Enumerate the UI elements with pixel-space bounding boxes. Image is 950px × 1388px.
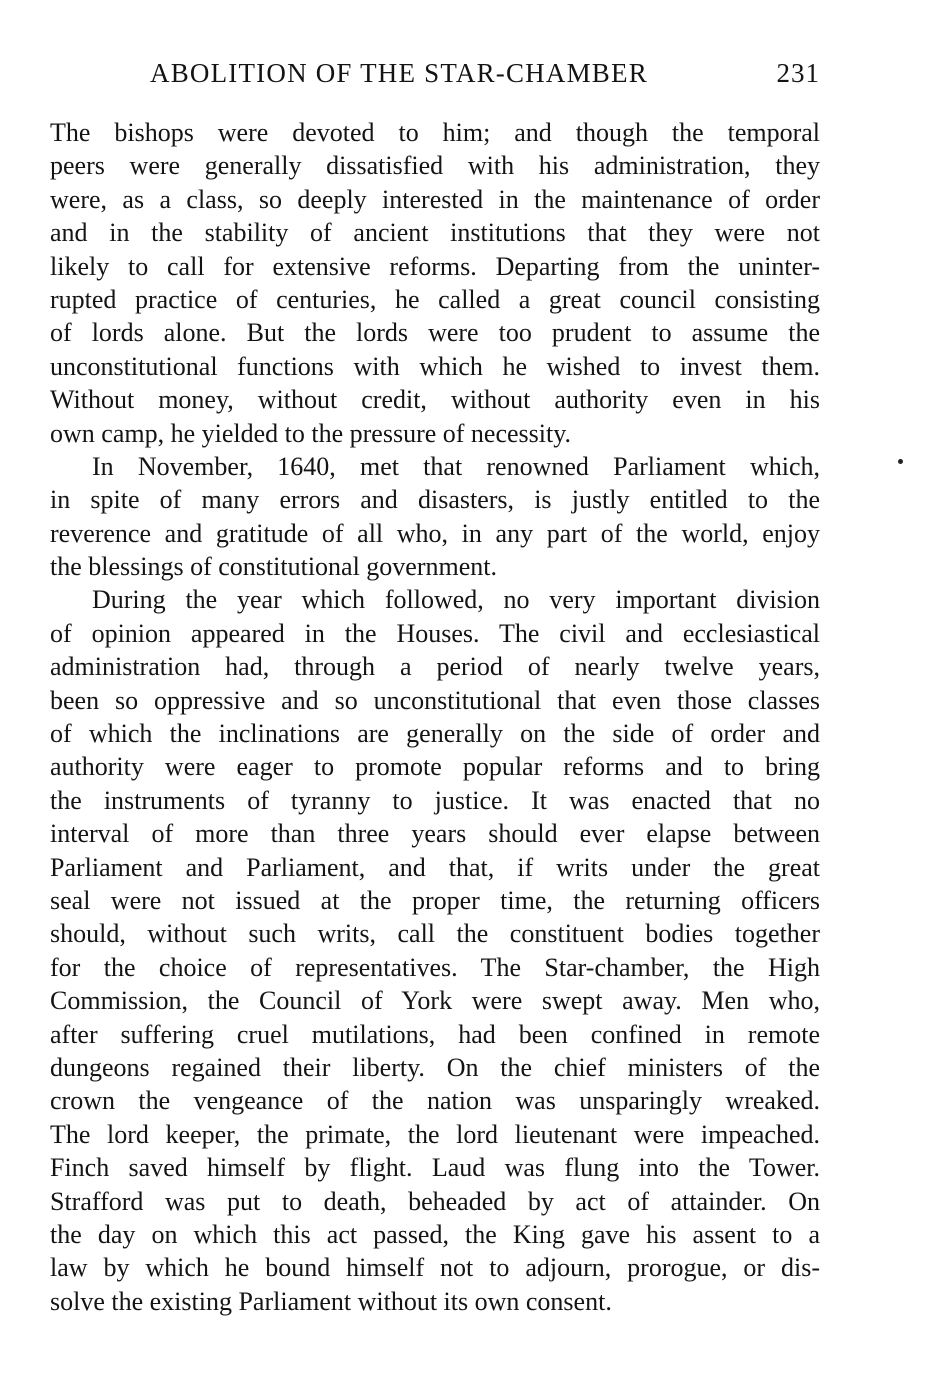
text-line: reverence and gratitude of all who, in any part of the world, enjoy <box>50 518 820 548</box>
text-line: should, without such writs, call the constituent bodies together <box>50 919 820 949</box>
text-line: crown the vengeance of the nation was unsparingly wreaked. <box>50 1086 820 1116</box>
text-line: peers were generally dissatisfied with his administration, they <box>50 151 820 181</box>
text-line: authority were eager to promote popular reforms and to bring <box>50 752 820 782</box>
text-line: of lords alone. But the lords were too prudent to assume the <box>50 318 820 348</box>
text-line: unconstitutional functions with which he wished to invest them. <box>50 351 820 381</box>
text-line: likely to call for extensive reforms. Departing from the uninter- <box>50 251 820 281</box>
ink-speck <box>898 459 903 464</box>
text-line: Finch saved himself by flight. Laud was flung into the Tower. <box>50 1153 820 1183</box>
text-line: were, as a class, so deeply interested in the maintenance of order <box>50 184 820 214</box>
text-line: rupted practice of centuries, he called a great council consisting <box>50 284 820 314</box>
text-line: administration had, through a period of nearly twelve years, <box>50 652 820 682</box>
running-head <box>50 58 820 98</box>
text-line: dungeons regained their liberty. On the chief ministers of the <box>50 1052 820 1082</box>
text-line: own camp, he yielded to the pressure of necessity. <box>50 418 572 448</box>
text-line: in spite of many errors and disasters, is justly entitled to the <box>50 485 820 515</box>
text-line: the instruments of tyranny to justice. It was enacted that no <box>50 785 820 815</box>
text-line: law by which he bound himself not to adjourn, prorogue, or dis- <box>50 1253 820 1283</box>
text-line: for the choice of representatives. The Star-chamber, the High <box>50 952 820 982</box>
text-line: The bishops were devoted to him; and though the temporal <box>50 118 820 147</box>
text-line: interval of more than three years should ever elapse between <box>50 819 820 849</box>
text-line: Parliament and Parliament, and that, if writs under the great <box>50 852 820 882</box>
text-line: after suffering cruel mutilations, had been confined in remote <box>50 1019 820 1049</box>
text-line: Without money, without credit, without authority even in his <box>50 385 820 415</box>
body-text <box>50 116 820 1318</box>
page-number: 231 <box>776 58 820 88</box>
paragraph-first-line: In November, 1640, met that renowned Parliament which, <box>92 451 820 481</box>
text-line: Strafford was put to death, beheaded by act of attainder. On <box>50 1186 820 1216</box>
text-line: of which the inclinations are generally on the side of order and <box>50 719 820 749</box>
text-line: the blessings of constitutional government. <box>50 552 497 582</box>
text-line: Commission, the Council of York were swept away. Men who, <box>50 986 820 1016</box>
text-line: seal were not issued at the proper time, the returning officers <box>50 885 820 915</box>
running-title: ABOLITION OF THE STAR-CHAMBER <box>150 58 648 88</box>
paragraph-first-line: During the year which followed, no very important division <box>92 585 820 615</box>
text-line: been so oppressive and so unconstitutional that even those classes <box>50 685 820 715</box>
text-line: solve the existing Parliament without its own consent. <box>50 1286 612 1316</box>
text-line: and in the stability of ancient institutions that they were not <box>50 218 820 248</box>
text-line: of opinion appeared in the Houses. The civil and ecclesiastical <box>50 618 820 648</box>
text-line: The lord keeper, the primate, the lord lieutenant were impeached. <box>50 1119 820 1149</box>
text-line: the day on which this act passed, the King gave his assent to a <box>50 1219 820 1249</box>
